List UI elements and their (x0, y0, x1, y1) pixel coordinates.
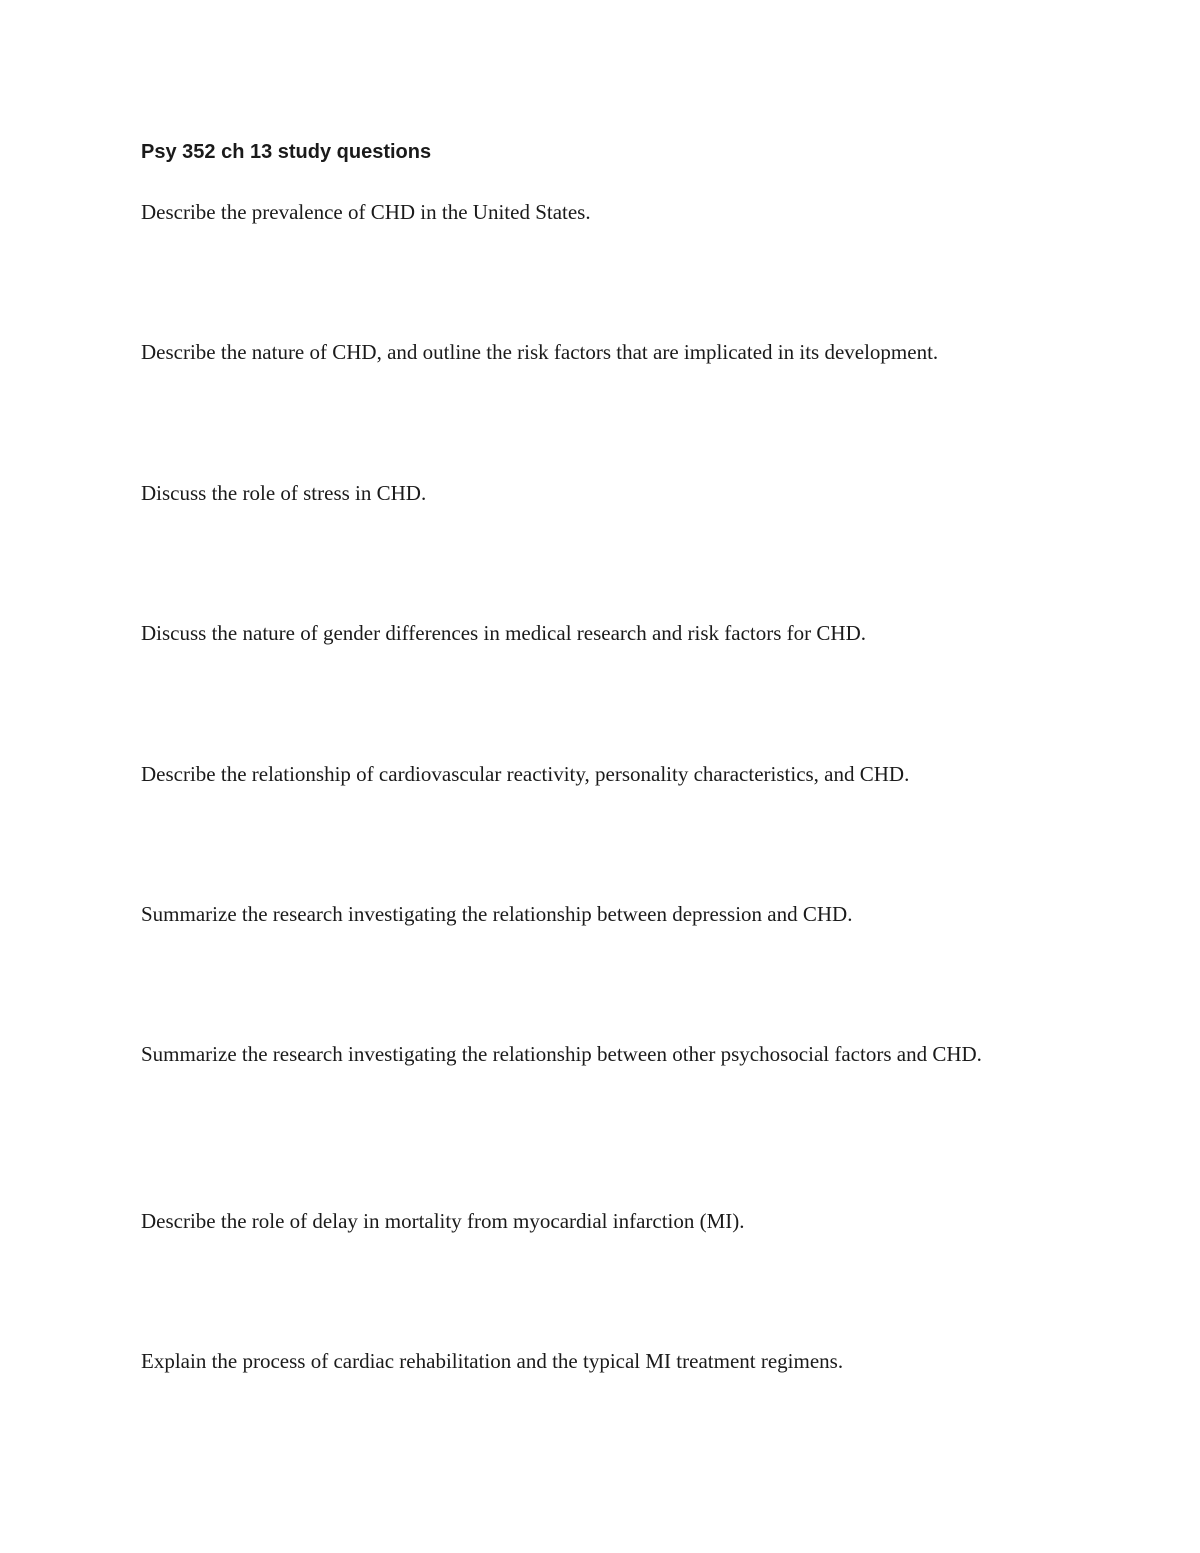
document-title: Psy 352 ch 13 study questions (141, 141, 432, 163)
study-question: Describe the role of delay in mortality from myocardial infarction (MI). (141, 1209, 745, 1233)
study-question: Describe the nature of CHD, and outline the risk factors that are implicated in its development. (141, 340, 939, 364)
study-question: Describe the relationship of cardiovascular reactivity, personality characteristics, and CHD. (141, 762, 910, 786)
study-question: Summarize the research investigating the relationship between other psychosocial factors and CHD. (141, 1042, 982, 1066)
study-question: Discuss the nature of gender differences in medical research and risk factors for CHD. (141, 621, 867, 645)
study-question: Describe the prevalence of CHD in the United States. (141, 200, 591, 224)
study-question: Discuss the role of stress in CHD. (141, 481, 427, 505)
study-question: Explain the process of cardiac rehabilitation and the typical MI treatment regimens. (141, 1349, 844, 1373)
study-question: Summarize the research investigating the relationship between depression and CHD. (141, 902, 853, 926)
